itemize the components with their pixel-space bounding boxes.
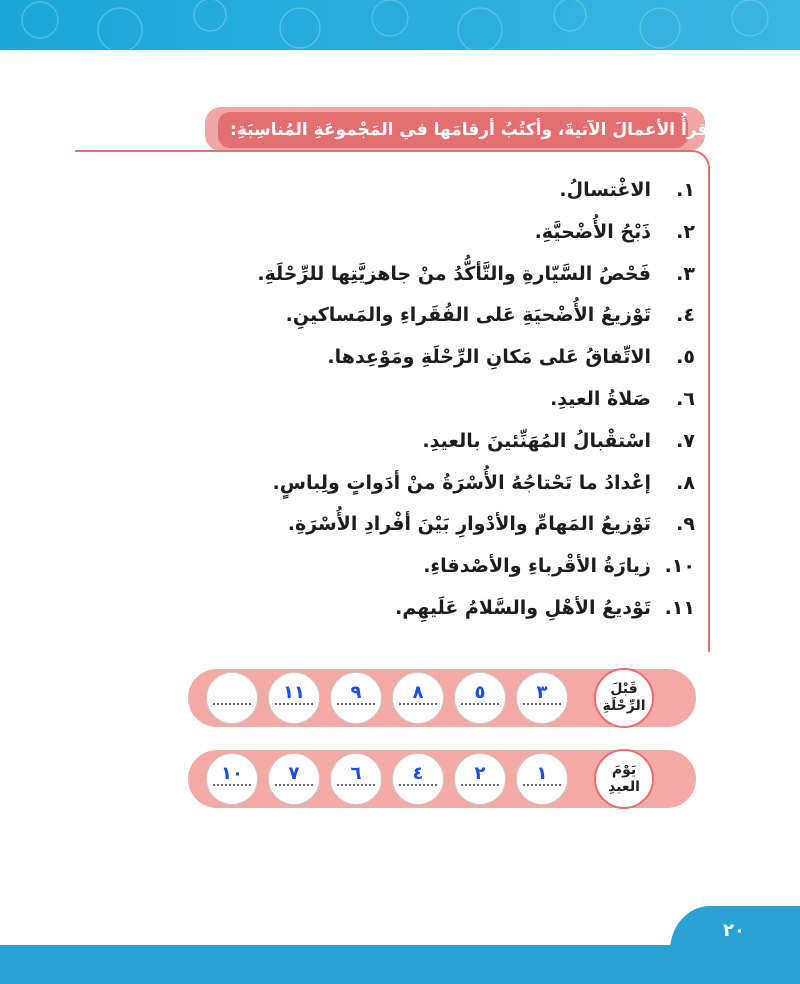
dotted-line bbox=[523, 784, 561, 786]
answer-value: ٨ bbox=[412, 682, 424, 703]
list-item bbox=[135, 546, 695, 588]
item-number: ٩. bbox=[676, 513, 695, 536]
group-label-before-trip bbox=[594, 668, 654, 728]
list-item bbox=[135, 421, 695, 463]
answer-value: ٢ bbox=[474, 763, 486, 784]
group-label-line2: الرِّحْلَةِ bbox=[602, 698, 646, 714]
dotted-line bbox=[337, 784, 375, 786]
dotted-line bbox=[461, 703, 499, 705]
answer-value: ١٠ bbox=[221, 763, 243, 784]
exercise-header bbox=[218, 112, 738, 148]
item-number: ٥. bbox=[676, 346, 695, 369]
answer-slot[interactable] bbox=[392, 672, 444, 724]
group-label-line2: العيدِ bbox=[608, 779, 640, 795]
group-label-line1: يَوْمَ bbox=[611, 762, 637, 778]
answer-slot[interactable] bbox=[516, 753, 568, 805]
exercise-instruction: ٧. أقرأُ الأعمالَ الآتيةَ، وأكتُبُ أرقامَها في المَجْموعَةِ المُناسِبَةِ: bbox=[230, 120, 738, 140]
item-number: ٧. bbox=[676, 429, 695, 452]
item-number: ٣. bbox=[676, 262, 695, 285]
item-number: ٢. bbox=[676, 220, 695, 243]
answer-slot[interactable] bbox=[206, 672, 258, 724]
answer-slot[interactable] bbox=[330, 753, 382, 805]
bottom-band bbox=[0, 945, 800, 984]
answer-slot[interactable] bbox=[516, 672, 568, 724]
list-item bbox=[135, 212, 695, 254]
list-item bbox=[135, 463, 695, 505]
item-text: ذَبْحُ الأُضْحيَّةِ. bbox=[534, 220, 651, 243]
item-number: ١. bbox=[676, 179, 695, 201]
list-item bbox=[135, 295, 695, 337]
item-number: ١١. bbox=[664, 596, 695, 619]
item-text: تَوْزيعُ المَهامِّ والأدْوارِ بَيْنَ أفْرادِ الأُسْرَةِ. bbox=[287, 513, 651, 536]
dotted-line bbox=[213, 703, 251, 705]
dotted-line bbox=[461, 784, 499, 786]
list-item bbox=[135, 254, 695, 296]
answer-value: ٣ bbox=[536, 682, 548, 703]
dotted-line bbox=[337, 703, 375, 705]
item-text: صَلاةُ العيدِ. bbox=[550, 387, 651, 410]
activity-list bbox=[135, 170, 695, 630]
item-number: ٦. bbox=[676, 387, 695, 410]
answer-value: ٥ bbox=[474, 682, 486, 703]
answer-slot[interactable] bbox=[206, 753, 258, 805]
answer-value: ٦ bbox=[350, 763, 362, 784]
dotted-line bbox=[213, 784, 251, 786]
list-item bbox=[135, 170, 695, 212]
page-number: ٢٠ bbox=[723, 920, 745, 941]
list-item bbox=[135, 504, 695, 546]
item-text: تَوْزيعُ الأُضْحيَةِ عَلى الفُقَراءِ والمَساكينِ. bbox=[285, 304, 651, 327]
item-number: ٨. bbox=[676, 471, 695, 494]
dotted-line bbox=[399, 784, 437, 786]
answer-slot[interactable] bbox=[330, 672, 382, 724]
decorative-pattern bbox=[0, 0, 800, 50]
answer-slot[interactable] bbox=[268, 672, 320, 724]
answer-slot[interactable] bbox=[392, 753, 444, 805]
answer-value: ٧ bbox=[288, 763, 300, 784]
list-item bbox=[135, 379, 695, 421]
group-label-line1: قَبْلَ bbox=[610, 681, 638, 697]
answer-slot[interactable] bbox=[268, 753, 320, 805]
answer-value: ٤ bbox=[412, 763, 424, 784]
dotted-line bbox=[399, 703, 437, 705]
answer-slot[interactable] bbox=[454, 753, 506, 805]
group-label-eid-day bbox=[594, 749, 654, 809]
dotted-line bbox=[275, 703, 313, 705]
item-text: الاغْتسالُ. bbox=[559, 179, 651, 201]
list-item bbox=[135, 337, 695, 379]
answer-value: ٩ bbox=[350, 682, 362, 703]
item-text: الاتِّفاقُ عَلى مَكانِ الرِّحْلَةِ ومَوْعِدها. bbox=[327, 346, 651, 369]
item-number: ١٠. bbox=[664, 555, 695, 578]
list-item bbox=[135, 588, 695, 630]
item-text: زيارَةُ الأقْرباءِ والأصْدقاءِ. bbox=[423, 555, 651, 578]
item-number: ٤. bbox=[676, 304, 695, 327]
item-text: تَوْديعُ الأهْلِ والسَّلامُ عَلَيهِم. bbox=[395, 596, 651, 619]
dotted-line bbox=[523, 703, 561, 705]
item-text: إعْدادُ ما تَحْتاجُهُ الأُسْرَةُ منْ أدَواتٍ ولِباسٍ. bbox=[272, 471, 651, 494]
answer-value: ١ bbox=[536, 763, 548, 784]
item-text: فَحْصُ السَّيّارةِ والتَّأكُّدُ منْ جاهزيَّتِها للرِّحْلَةِ. bbox=[257, 262, 651, 285]
answer-value: ١١ bbox=[283, 682, 305, 703]
item-text: اسْتقْبالُ المُهَنِّئينَ بالعيدِ. bbox=[422, 429, 651, 452]
top-decorative-band bbox=[0, 0, 800, 50]
dotted-line bbox=[275, 784, 313, 786]
answer-slot[interactable] bbox=[454, 672, 506, 724]
